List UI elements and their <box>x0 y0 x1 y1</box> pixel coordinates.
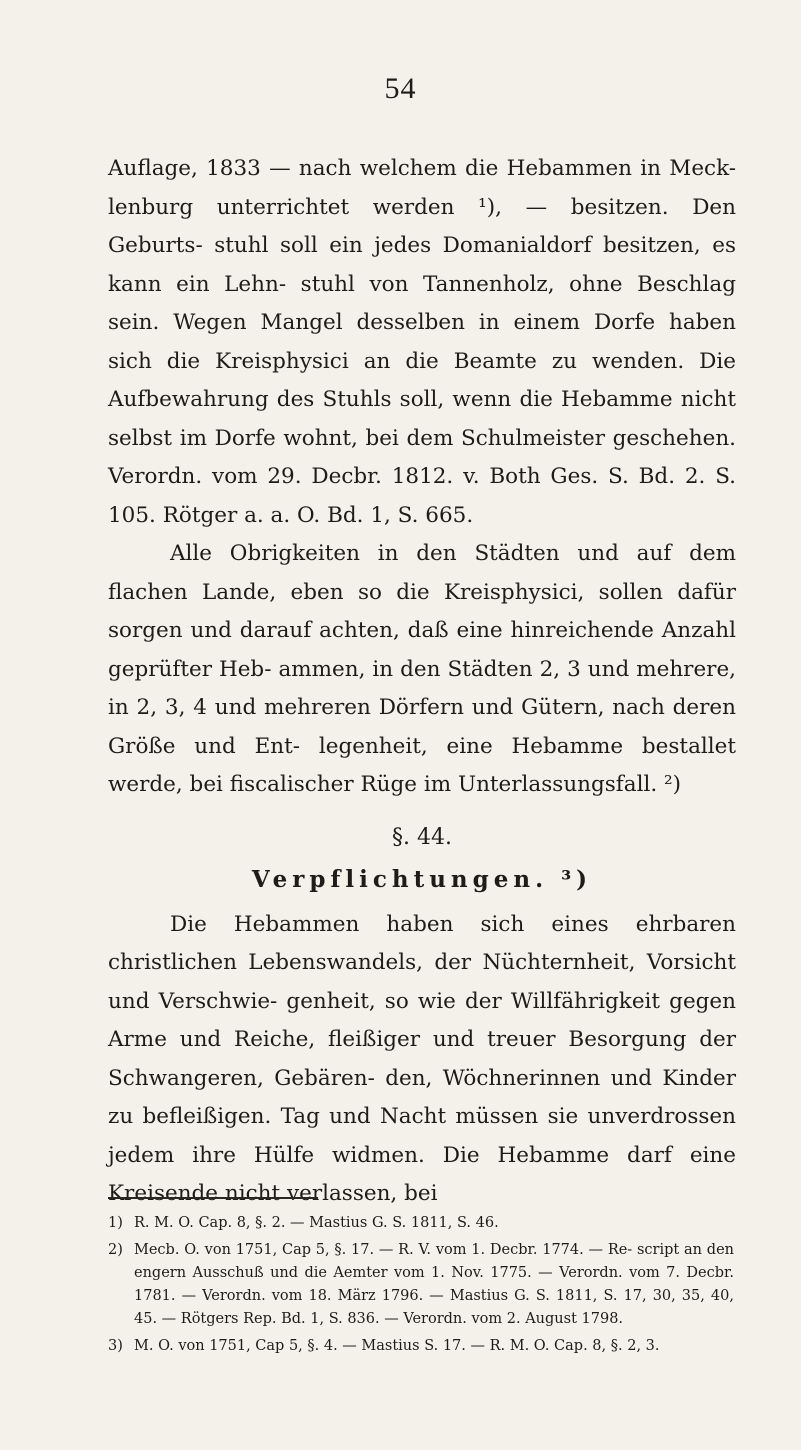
footnote-1 <box>108 1212 734 1235</box>
footnotes <box>108 1212 734 1362</box>
footnote-mark: 1) <box>108 1215 123 1231</box>
footnote-mark: 2) <box>108 1242 123 1258</box>
footnote-divider <box>108 1197 318 1199</box>
footnote-text: Mecb. O. von 1751, Cap 5, §. 17. — R. V. vom 1. Decbr. 1774. — Re- script an den engern Ausschuß und die Aemter vom 1. Nov. 1775. — Verordn. vom 7. Decbr. 1781. — Verordn. vom 18. März 1796. — Mastius G. S. 1811, S. 17, 30, 35, 40, 45. — Rötgers Rep. Bd. 1, S. 836. — Verordn. vom 2. August 1798. <box>134 1242 734 1327</box>
footnote-text: M. O. von 1751, Cap 5, §. 4. — Mastius S. 17. — R. M. O. Cap. 8, §. 2, 3. <box>134 1338 660 1354</box>
footnote-2 <box>108 1239 734 1331</box>
footnote-mark: 3) <box>108 1338 123 1354</box>
main-text <box>108 150 736 1214</box>
footnote-text: R. M. O. Cap. 8, §. 2. — Mastius G. S. 1811, S. 46. <box>134 1215 499 1231</box>
paragraph-3: Die Hebammen haben sich eines ehrbaren christlichen Lebenswandels, der Nüchternheit, Vorsicht und Verschwie- genheit, so wie der Willfährigkeit gegen Arme und Reiche, fleißiger und treuer Besorgung der Schwangeren, Gebären- den, Wöchnerinnen und Kinder zu befleißigen. Tag und Nacht müssen sie unverdrossen jedem ihre Hülfe widmen. Die Hebamme darf eine Kreisende nicht verlassen, bei <box>108 911 736 1206</box>
page-number: 54 <box>384 72 417 105</box>
section-title: Verpflichtungen. ³) <box>251 866 593 893</box>
footnote-3 <box>108 1335 734 1358</box>
section-number: §. 44. <box>392 824 452 850</box>
paragraph-2: Alle Obrigkeiten in den Städten und auf dem flachen Lande, eben so die Kreisphysici, sollen dafür sorgen und darauf achten, daß eine hinreichende Anzahl geprüfter Heb- ammen, in den Städten 2, 3 und mehrere, in 2, 3, 4 und mehreren Dörfern und Gütern, nach deren Größe und Ent- legenheit, eine Hebamme bestallet werde, bei fiscalischer Rüge im Unterlassungsfall. ²) <box>108 541 736 797</box>
paragraph-1: Auflage, 1833 — nach welchem die Hebammen in Meck- lenburg unterrichtet werden ¹), — besitzen. Den Geburts- stuhl soll ein jedes Domanialdorf besitzen, es kann ein Lehn- stuhl von Tannenholz, ohne Beschlag sein. Wegen Mangel desselben in einem Dorfe haben sich die Kreisphysici an die Beamte zu wenden. Die Aufbewahrung des Stuhls soll, wenn die Hebamme nicht selbst im Dorfe wohnt, bei dem Schulmeister geschehen. Verordn. vom 29. Decbr. 1812. v. Both Ges. S. Bd. 2. S. 105. Rötger a. a. O. Bd. 1, S. 665. <box>108 156 736 528</box>
